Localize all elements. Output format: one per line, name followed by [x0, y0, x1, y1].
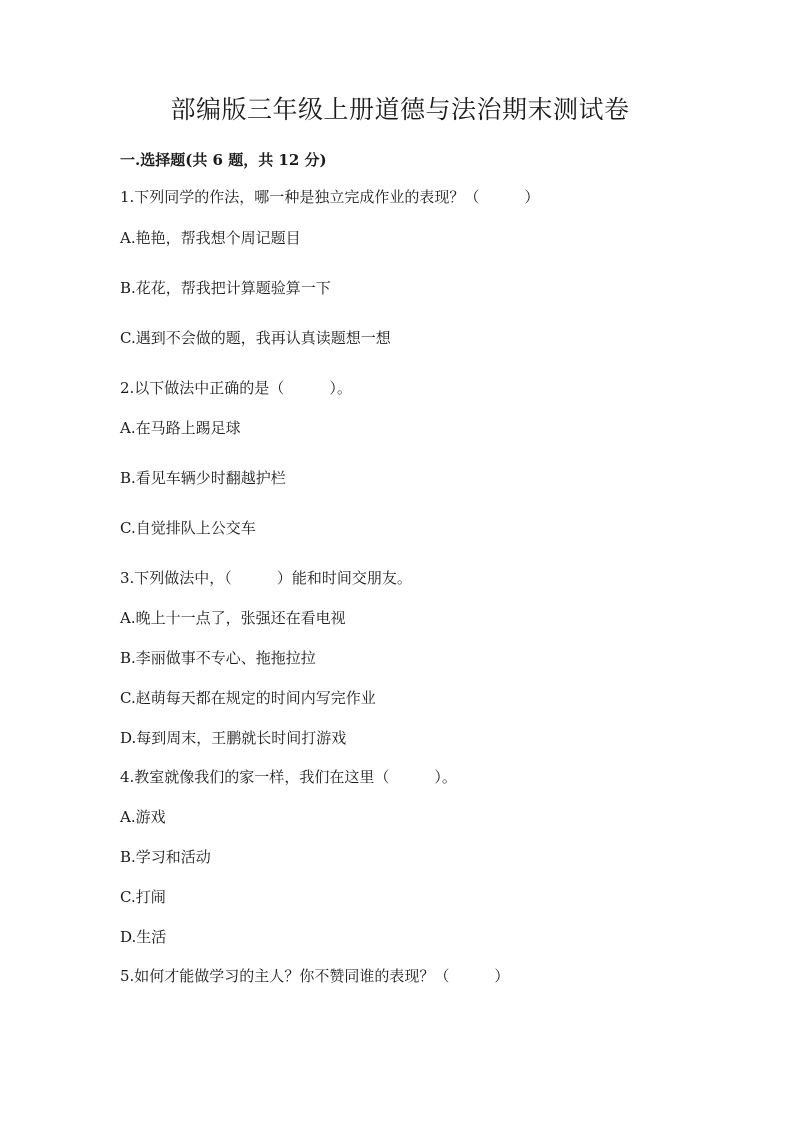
question-2-option-a: A.在马路上踢足球: [120, 419, 241, 437]
question-4-option-a: A.游戏: [120, 808, 166, 826]
question-4-option-d: D.生活: [120, 928, 167, 946]
question-3-option-a: A.晚上十一点了，张强还在看电视: [120, 609, 346, 627]
section-heading: 一.选择题(共 6 题，共 12 分): [120, 151, 327, 169]
question-4-option-c: C.打闹: [120, 888, 166, 906]
question-1-option-c: C.遇到不会做的题，我再认真读题想一想: [120, 329, 391, 347]
question-2-option-b: B.看见车辆少时翻越护栏: [120, 469, 286, 487]
question-4-stem: 4.教室就像我们的家一样，我们在这里（ ）。: [120, 768, 457, 786]
page-title: 部编版三年级上册道德与法治期末测试卷: [170, 95, 630, 124]
question-1-option-b: B.花花，帮我把计算题验算一下: [120, 279, 331, 297]
question-3-stem: 3.下列做法中，（ ）能和时间交朋友。: [120, 569, 412, 587]
question-2-stem: 2.以下做法中正确的是（ ）。: [120, 379, 352, 397]
question-3-option-c: C.赵萌每天都在规定的时间内写完作业: [120, 689, 376, 707]
question-1-stem: 1.下列同学的作法，哪一种是独立完成作业的表现？（ ）: [120, 188, 540, 206]
question-4-option-b: B.学习和活动: [120, 848, 211, 866]
question-1-option-a: A.艳艳，帮我想个周记题目: [120, 229, 301, 247]
question-3-option-d: D.每到周末，王鹏就长时间打游戏: [120, 729, 347, 747]
question-5-stem: 5.如何才能做学习的主人？你不赞同谁的表现？（ ）: [120, 967, 510, 985]
question-2-option-c: C.自觉排队上公交车: [120, 519, 256, 537]
question-3-option-b: B.李丽做事不专心、拖拖拉拉: [120, 649, 316, 667]
